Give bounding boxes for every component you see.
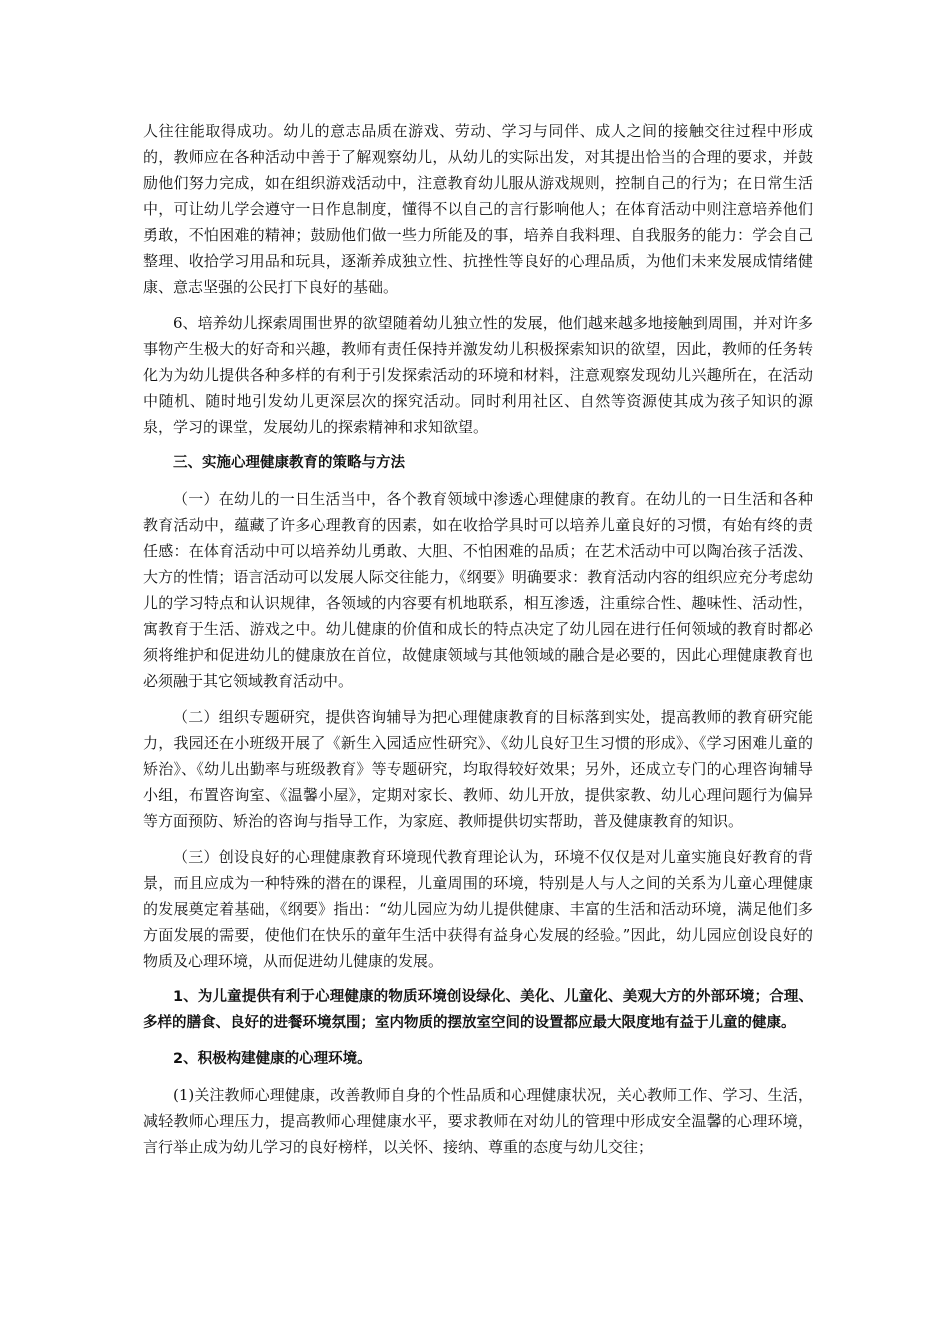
- paragraph-physical-environment: 1、为儿童提供有利于心理健康的物质环境创设绿化、美化、儿童化、美观大方的外部环境；合理、多样的膳食、良好的进餐环境氛围；室内物质的摆放室空间的设置都应最大限度地有益于儿童的健康。: [143, 989, 813, 1031]
- section-heading-strategies: 三、实施心理健康教育的策略与方法: [173, 455, 405, 471]
- paragraph-environment-creation: （三）创设良好的心理健康教育环境现代教育理论认为，环境不仅仅是对儿童实施良好教育的背景，而且应成为一种特殊的潜在的课程，儿童周围的环境，特别是人与人之间的关系为儿童心理健康的发展奠定着基础，《纲要》指出：“幼儿园应为幼儿提供健康、丰富的生活和活动环境，满足他们多方面发展的需要，使他们在快乐的童年生活中获得有益身心发展的经验。”因此，幼儿园应创设良好的物质及心理环境，从而促进幼儿健康的发展。: [143, 848, 813, 970]
- paragraph-willpower-continued: 人往往能取得成功。幼儿的意志品质在游戏、劳动、学习与同伴、成人之间的接触交往过程中形成的，教师应在各种活动中善于了解观察幼儿，从幼儿的实际出发，对其提出恰当的合理的要求，并鼓励他们努力完成，如在组织游戏活动中，注意教育幼儿服从游戏规则，控制自己的行为；在日常生活中，可让幼儿学会遵守一日作息制度，懂得不以自己的言行影响他人；在体育活动中则注意培养他们勇敢，不怕困难的精神；鼓励他们做一些力所能及的事，培养自我料理、自我服务的能力：学会自己整理、收拾学习用品和玩具，逐渐养成独立性、抗挫性等良好的心理品质，为他们未来发展成情绪健康、意志坚强的公民打下良好的基础。: [143, 122, 813, 296]
- paragraph-psychological-environment: 2、积极构建健康的心理环境。: [173, 1051, 372, 1067]
- paragraph-topic-research: （二）组织专题研究，提供咨询辅导为把心理健康教育的目标落到实处，提高教师的教育研究能力，我园还在小班级开展了《新生入园适应性研究》、《幼儿良好卫生习惯的形成》、《学习困难儿童的矫治》、《幼儿出勤率与班级教育》等专题研究，均取得较好效果；另外，还成立专门的心理咨询辅导小组，布置咨询室、《温馨小屋》，定期对家长、教师、幼儿开放，提供家教、幼儿心理问题行为偏异等方面预防、矫治的咨询与指导工作，为家庭、教师提供切实帮助，普及健康教育的知识。: [143, 708, 813, 830]
- paragraph-daily-life-infusion: （一）在幼儿的一日生活当中，各个教育领域中渗透心理健康的教育。在幼儿的一日生活和各种教育活动中，蕴藏了许多心理教育的因素，如在收拾学具时可以培养儿童良好的习惯，有始有终的责任感：在体育活动中可以培养幼儿勇敢、大胆、不怕困难的品质；在艺术活动中可以陶冶孩子活泼、大方的性情；语言活动可以发展人际交往能力，《纲要》明确要求：教育活动内容的组织应充分考虑幼儿的学习特点和认识规律，各领域的内容要有机地联系，相互渗透，注重综合性、趣味性、活动性，寓教育于生活、游戏之中。幼儿健康的价值和成长的特点决定了幼儿园在进行任何领域的教育时都必须将维护和促进幼儿的健康放在首位，故健康领域与其他领域的融合是必要的，因此心理健康教育也必须融于其它领域教育活动中。: [143, 490, 813, 690]
- paragraph-exploration-desire: 6、培养幼儿探索周围世界的欲望随着幼儿独立性的发展，他们越来越多地接触到周围，并对许多事物产生极大的好奇和兴趣，教师有责任保持并激发幼儿积极探索知识的欲望，因此，教师的任务转化为为幼儿提供各种多样的有利于引发探索活动的环境和材料，注意观察发现幼儿兴趣所在，在活动中随机、随时地引发幼儿更深层次的探究活动。同时利用社区、自然等资源使其成为孩子知识的源泉，学习的课堂，发展幼儿的探索精神和求知欲望。: [143, 314, 813, 436]
- paragraph-teacher-mental-health: (1)关注教师心理健康，改善教师自身的个性品质和心理健康状况，关心教师工作、学习、生活，减轻教师心理压力，提高教师心理健康水平，要求教师在对幼儿的管理中形成安全温馨的心理环境，言行举止成为幼儿学习的良好榜样，以关怀、接纳、尊重的态度与幼儿交往；: [143, 1086, 813, 1156]
- document-page: [143, 118, 813, 1170]
